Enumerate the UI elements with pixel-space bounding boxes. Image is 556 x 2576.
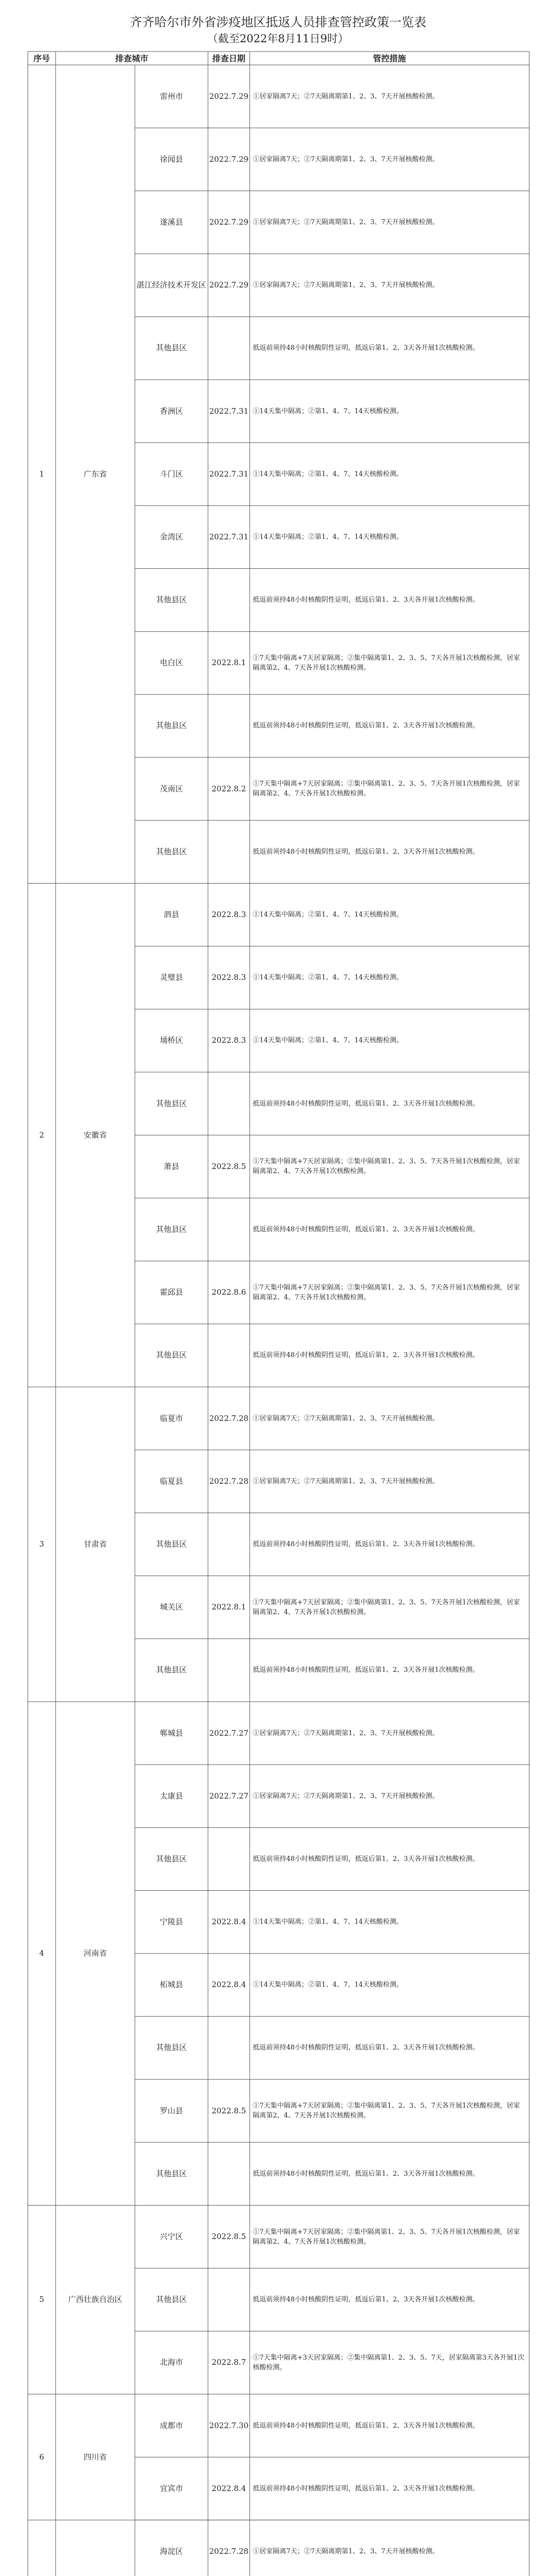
city-cell: 雷州市	[160, 91, 183, 101]
city-cell: 其他县区	[155, 1350, 187, 1360]
date-cell	[208, 1513, 250, 1575]
city-cell: 宁陵县	[160, 1917, 183, 1927]
measure-cell: ①7天集中隔离+7天居家隔离；②集中隔离第1、2、3、5、7天各开展1次核酸检测，居家隔离第2、4、7天各开展1次核酸检测。	[253, 2228, 520, 2246]
date-cell: 2022.7.31	[209, 532, 249, 541]
date-cell	[208, 2142, 250, 2205]
city-cell: 兴宁区	[160, 2232, 183, 2242]
measure-cell: 抵返前须持48小时核酸阴性证明，抵返后第1、2、3天各开展1次核酸检测。	[253, 2170, 479, 2178]
city-cell: 湛江经济技术开发区	[136, 280, 206, 290]
measure-cell: ①居家隔离7天；②7天隔离期第1、2、3、7天开展核酸检测。	[253, 1792, 439, 1800]
measure-cell: ①14天集中隔离；②第1、4、7、14天核酸检测。	[253, 1918, 403, 1926]
group-province: 广西壮族自治区	[68, 2295, 123, 2304]
date-cell: 2022.8.6	[212, 1287, 246, 1297]
date-cell	[208, 1639, 250, 1702]
measure-cell: 抵返前须持48小时核酸阴性证明，抵返后第1、2、3天各开展1次核酸检测。	[253, 1666, 479, 1674]
date-cell: 2022.8.7	[212, 2358, 246, 2367]
date-cell	[208, 317, 250, 380]
measure-cell: ①14天集中隔离；②第1、4、7、14天核酸检测。	[253, 533, 403, 541]
date-cell: 2022.7.31	[209, 406, 249, 416]
date-cell: 2022.8.5	[212, 2232, 246, 2242]
city-cell: 其他县区	[155, 595, 187, 605]
measure-cell: 抵返前须持48小时核酸阴性证明，抵返后第1、2、3天各开展1次核酸检测。	[253, 1351, 479, 1360]
city-cell: 其他县区	[155, 1539, 187, 1549]
city-cell: 郸城县	[160, 1728, 183, 1738]
city-cell: 埇桥区	[160, 1036, 183, 1045]
date-cell: 2022.7.29	[209, 280, 249, 290]
date-cell	[208, 1827, 250, 1890]
city-cell: 其他县区	[155, 2043, 187, 2053]
group-province: 甘肃省	[83, 1539, 107, 1549]
city-cell: 城关区	[160, 1602, 183, 1612]
measure-cell: ①居家隔离7天；②7天隔离期第1、2、3、7天开展核酸检测。	[253, 281, 439, 290]
group-province: 四川省	[83, 2452, 107, 2462]
date-cell	[208, 1198, 250, 1261]
date-cell: 2022.8.3	[212, 1036, 246, 1045]
measure-cell: 抵返前须持48小时核酸阴性证明，抵返后第1、2、3天各开展1次核酸检测。	[253, 596, 479, 604]
page-title: 齐齐哈尔市外省涉疫地区抵返人员排查管控政策一览表	[130, 15, 426, 29]
city-cell: 其他县区	[155, 343, 187, 353]
measure-cell: 抵返前须持48小时核酸阴性证明，抵返后第1、2、3天各开展1次核酸检测。	[253, 2044, 479, 2052]
measure-cell: ①14天集中隔离；②第1、4、7、14天核酸检测。	[253, 407, 403, 415]
city-cell: 灵璧县	[160, 973, 183, 982]
measure-cell: ①14天集中隔离；②第1、4、7、14天核酸检测。	[253, 1037, 403, 1045]
city-cell: 其他县区	[155, 1225, 187, 1234]
date-cell: 2022.7.29	[209, 217, 249, 227]
page-subtitle: （截至2022年8月11日9时）	[207, 32, 349, 45]
city-cell: 香洲区	[160, 406, 183, 416]
date-cell: 2022.8.5	[212, 1161, 246, 1171]
date-cell: 2022.8.1	[212, 658, 246, 668]
measure-cell: ①居家隔离7天；②7天隔离期第1、2、3、7天开展核酸检测。	[253, 1477, 439, 1485]
city-cell: 其他县区	[155, 2295, 187, 2304]
measure-cell: 抵返前须持48小时核酸阴性证明，抵返后第1、2、3天各开展1次核酸检测。	[253, 848, 479, 856]
date-cell	[208, 2016, 250, 2079]
measure-cell: ①居家隔离7天；②7天隔离期第1、2、3、7天开展核酸检测。	[253, 1414, 439, 1422]
date-cell: 2022.7.29	[209, 154, 249, 164]
date-cell	[208, 1072, 250, 1135]
date-cell	[208, 1324, 250, 1387]
measure-cell: 抵返前须持48小时核酸阴性证明，抵返后第1、2、3天各开展1次核酸检测。	[253, 1226, 479, 1234]
measure-cell: 抵返前须持48小时核酸阴性证明，抵返后第1、2、3天各开展1次核酸检测。	[253, 344, 479, 352]
date-cell: 2022.8.3	[212, 973, 246, 982]
date-cell: 2022.8.1	[212, 1602, 246, 1612]
measure-cell: ①居家隔离7天；②7天隔离期第1、2、3、7天开展核酸检测。	[253, 92, 439, 100]
city-cell: 遂溪县	[160, 217, 183, 227]
header-no: 序号	[33, 53, 50, 63]
measure-cell: ①7天集中隔离+7天居家隔离；②集中隔离第1、2、3、5、7天各开展1次核酸检测，居家隔离第2、4、7天各开展1次核酸检测。	[253, 654, 520, 672]
measure-cell: ①居家隔离7天；②7天隔离期第1、2、3、7天开展核酸检测。	[253, 2548, 439, 2556]
city-cell: 其他县区	[155, 2168, 187, 2178]
city-cell: 宜宾市	[160, 2483, 183, 2493]
city-cell: 罗山县	[160, 2106, 183, 2115]
date-cell: 2022.7.27	[209, 1728, 249, 1738]
header-city: 排查城市	[115, 53, 148, 63]
measure-cell: ①7天集中隔离+7天居家隔离；②集中隔离第1、2、3、5、7天各开展1次核酸检测，居家隔离第2、4、7天各开展1次核酸检测。	[253, 1283, 520, 1301]
header-measures: 管控措施	[373, 53, 406, 63]
date-cell: 2022.8.4	[212, 1917, 246, 1927]
group-province: 广东省	[83, 469, 107, 479]
city-cell: 徐闻县	[160, 154, 183, 164]
city-cell: 其他县区	[155, 1098, 187, 1108]
date-cell: 2022.7.27	[209, 1791, 249, 1801]
city-cell: 泗县	[163, 910, 179, 920]
city-cell: 成都市	[160, 2420, 183, 2430]
city-cell: 临夏县	[160, 1476, 183, 1486]
group-province: 安徽省	[83, 1130, 107, 1140]
city-cell: 临夏市	[160, 1413, 183, 1423]
city-cell: 海淀区	[160, 2547, 183, 2556]
group-no: 1	[39, 469, 44, 479]
date-cell	[208, 820, 250, 883]
date-cell: 2022.7.29	[209, 91, 249, 101]
city-cell: 萧县	[163, 1161, 179, 1171]
group-no: 6	[39, 2452, 44, 2462]
city-cell: 太康县	[160, 1791, 183, 1801]
measure-cell: ①7天集中隔离+7天居家隔离；②集中隔离第1、2、3、5、7天各开展1次核酸检测，居家隔离第2、4、7天各开展1次核酸检测。	[253, 2102, 520, 2120]
date-cell: 2022.8.4	[212, 1980, 246, 1990]
group-province: 河南省	[83, 1948, 107, 1958]
group-no: 4	[39, 1948, 44, 1958]
city-cell: 电白区	[160, 658, 183, 668]
date-cell	[208, 2268, 250, 2331]
measure-cell: ①居家隔离7天；②7天隔离期第1、2、3、7天开展核酸检测。	[253, 218, 439, 226]
measure-cell: ①14天集中隔离；②第1、4、7、14天核酸检测。	[253, 911, 403, 919]
city-cell: 霍邱县	[160, 1287, 183, 1297]
date-cell: 2022.8.2	[212, 784, 246, 793]
measure-cell: ①14天集中隔离；②第1、4、7、14天核酸检测。	[253, 470, 403, 478]
group-no: 5	[39, 2295, 44, 2304]
measure-cell: 抵返前须持48小时核酸阴性证明，抵返后第1、2、3天各开展1次核酸检测。	[253, 2296, 479, 2304]
date-cell: 2022.7.30	[209, 2420, 249, 2430]
measure-cell: 抵返前须持48小时核酸阴性证明，抵返后第1、2、3天各开展1次核酸检测。	[253, 1540, 479, 1548]
city-cell: 斗门区	[160, 469, 183, 479]
measure-cell: 抵返前须持48小时核酸阴性证明，抵返后第1、2、3天各开展1次核酸检测。	[253, 2484, 479, 2493]
measure-cell: ①7天集中隔离+7天居家隔离；②集中隔离第1、2、3、5、7天各开展1次核酸检测，居家隔离第2、4、7天各开展1次核酸检测。	[253, 1158, 520, 1176]
city-cell: 其他县区	[155, 721, 187, 731]
group-no	[28, 2520, 56, 2576]
date-cell: 2022.7.28	[209, 1476, 249, 1486]
group-province	[56, 2520, 135, 2576]
date-cell	[208, 569, 250, 632]
city-cell: 其他县区	[155, 846, 187, 856]
measure-cell: ①14天集中隔离；②第1、4、7、14天核酸检测。	[253, 974, 403, 982]
measure-cell: ①7天集中隔离+7天居家隔离；②集中隔离第1、2、3、5、7天各开展1次核酸检测，居家隔离第2、4、7天各开展1次核酸检测。	[253, 1598, 520, 1616]
date-cell	[208, 694, 250, 757]
measure-cell: ①7天集中隔离+3天居家隔离；②集中隔离第1、2、3、5、7天，居家隔离第3天各开展1次核酸检测。	[253, 2353, 525, 2371]
date-cell: 2022.7.31	[209, 469, 249, 479]
measure-cell: ①居家隔离7天；②7天隔离期第1、2、3、7天开展核酸检测。	[253, 1729, 439, 1737]
date-cell: 2022.8.4	[212, 2483, 246, 2493]
measure-cell: 抵返前须持48小时核酸阴性证明，抵返后第1、2、3天各开展1次核酸检测。	[253, 1099, 479, 1108]
city-cell: 其他县区	[155, 1665, 187, 1675]
measure-cell: 抵返前须持48小时核酸阴性证明，抵返后第1、2、3天各开展1次核酸检测。	[253, 1855, 479, 1863]
city-cell: 金湾区	[160, 532, 183, 541]
measure-cell: 抵返前须持48小时核酸阴性证明，抵返后第1、2、3天各开展1次核酸检测。	[253, 2421, 479, 2430]
city-cell: 柘城县	[160, 1980, 183, 1990]
header-date: 排查日期	[212, 53, 246, 63]
measure-cell: ①居家隔离7天；②7天隔离期第1、2、3、7天开展核酸检测。	[253, 155, 439, 163]
date-cell: 2022.7.28	[209, 1413, 249, 1423]
group-no: 2	[39, 1130, 44, 1140]
date-cell: 2022.8.5	[212, 2106, 246, 2115]
city-cell: 北海市	[160, 2358, 183, 2367]
date-cell: 2022.8.3	[212, 910, 246, 920]
date-cell: 2022.7.28	[209, 2547, 249, 2556]
measure-cell: 抵返前须持48小时核酸阴性证明，抵返后第1、2、3天各开展1次核酸检测。	[253, 722, 479, 730]
measure-cell: ①14天集中隔离；②第1、4、7、14天核酸检测。	[253, 1981, 403, 1989]
group-no: 3	[39, 1539, 44, 1549]
city-cell: 茂南区	[160, 784, 183, 793]
measure-cell: ①7天集中隔离+7天居家隔离；②集中隔离第1、2、3、5、7天各开展1次核酸检测，居家隔离第2、4、7天各开展1次核酸检测。	[253, 780, 520, 798]
city-cell: 其他县区	[155, 1854, 187, 1863]
